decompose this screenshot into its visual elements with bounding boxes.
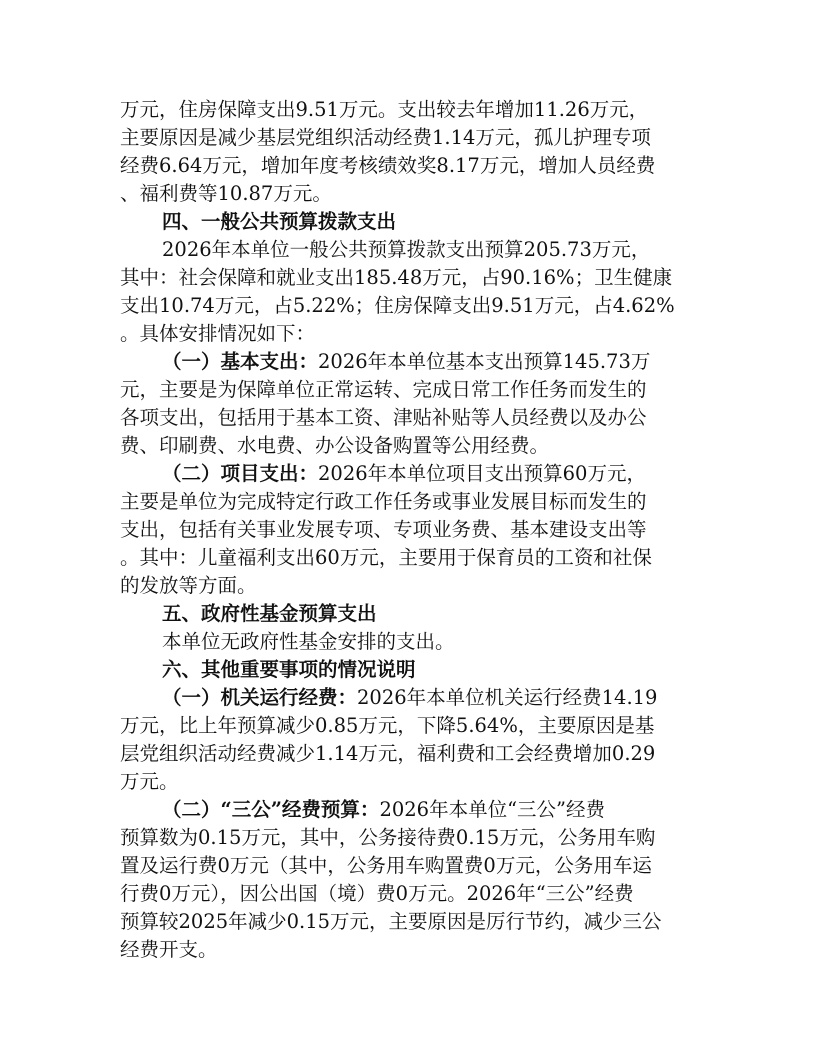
body-text-line: 主要是单位为完成特定行政工作任务或事业发展目标而发生的: [120, 490, 647, 513]
body-text-line: 行费0万元），因公出国（境）费0万元。2026年“三公”经费: [120, 882, 634, 905]
body-text-line: 其中：社会保障和就业支出185.48万元，占90.16%；卫生健康: [120, 266, 673, 289]
body-text-line: 各项支出，包括用于基本工资、津贴补贴等人员经费以及办公: [120, 406, 647, 429]
subsection-label: （二）项目支出：: [162, 462, 319, 485]
body-text-line: 层党组织活动经费减少1.14万元，福利费和工会经费增加0.29: [120, 742, 656, 765]
body-text-line: 万元。: [120, 770, 179, 793]
body-text: 2026年本单位“三公”经费: [379, 798, 606, 821]
body-text-line: 2026年本单位一般公共预算拨款支出预算205.73万元，: [162, 238, 651, 261]
body-text-line: 置及运行费0万元（其中，公务用车购置费0万元，公务用车运: [120, 854, 652, 877]
body-text-line: 经费开支。: [120, 938, 218, 961]
body-text-line: 、福利费等10.87万元。: [120, 182, 332, 205]
body-text-line: 万元，比上年预算减少0.85万元，下降5.64%，主要原因是基: [120, 714, 655, 737]
subsection-label: （二）“三公”经费预算：: [162, 798, 380, 821]
body-text-line: 经费6.64万元，增加年度考核绩效奖8.17万元，增加人员经费: [120, 154, 656, 177]
body-text: 2026年本单位项目支出预算60万元，: [318, 462, 646, 485]
subsection-label: （一）基本支出：: [162, 350, 319, 373]
subsection-label: （一）机关运行经费：: [162, 686, 358, 709]
body-text-line: 。具体安排情况如下：: [120, 322, 316, 345]
body-text: 2026年本单位基本支出预算145.73万: [318, 350, 651, 373]
body-text-line: 支出，包括有关事业发展专项、专项业务费、基本建设支出等: [120, 518, 647, 541]
section-heading: 五、政府性基金预算支出: [162, 602, 377, 625]
body-text-line: 主要原因是减少基层党组织活动经费1.14万元，孤儿护理专项: [120, 126, 651, 149]
body-text-line: 的发放等方面。: [120, 574, 257, 597]
body-text-line: 万元，住房保障支出9.51万元。支出较去年增加11.26万元，: [120, 98, 649, 121]
section-heading: 六、其他重要事项的情况说明: [162, 658, 416, 681]
body-text-line: 预算较2025年减少0.15万元，主要原因是厉行节约，减少三公: [120, 910, 662, 933]
body-text-line: 元，主要是为保障单位正常运转、完成日常工作任务而发生的: [120, 378, 647, 401]
subsection-line: [162, 348, 650, 376]
subsection-line: [162, 684, 657, 712]
body-text-line: 预算数为0.15万元，其中，公务接待费0.15万元，公务用车购: [120, 826, 656, 849]
subsection-line: [162, 796, 605, 824]
section-heading: 四、一般公共预算拨款支出: [162, 210, 397, 233]
body-text-line: 支出10.74万元，占5.22%；住房保障支出9.51万元，占4.62%: [120, 294, 675, 317]
subsection-line: [162, 460, 646, 488]
body-text-line: 。其中：儿童福利支出60万元，主要用于保育员的工资和社保: [120, 546, 652, 569]
body-text: 2026年本单位机关运行经费14.19: [357, 686, 658, 709]
body-text-line: 费、印刷费、水电费、办公设备购置等公用经费。: [120, 434, 550, 457]
body-text-line: 本单位无政府性基金安排的支出。: [162, 630, 455, 653]
